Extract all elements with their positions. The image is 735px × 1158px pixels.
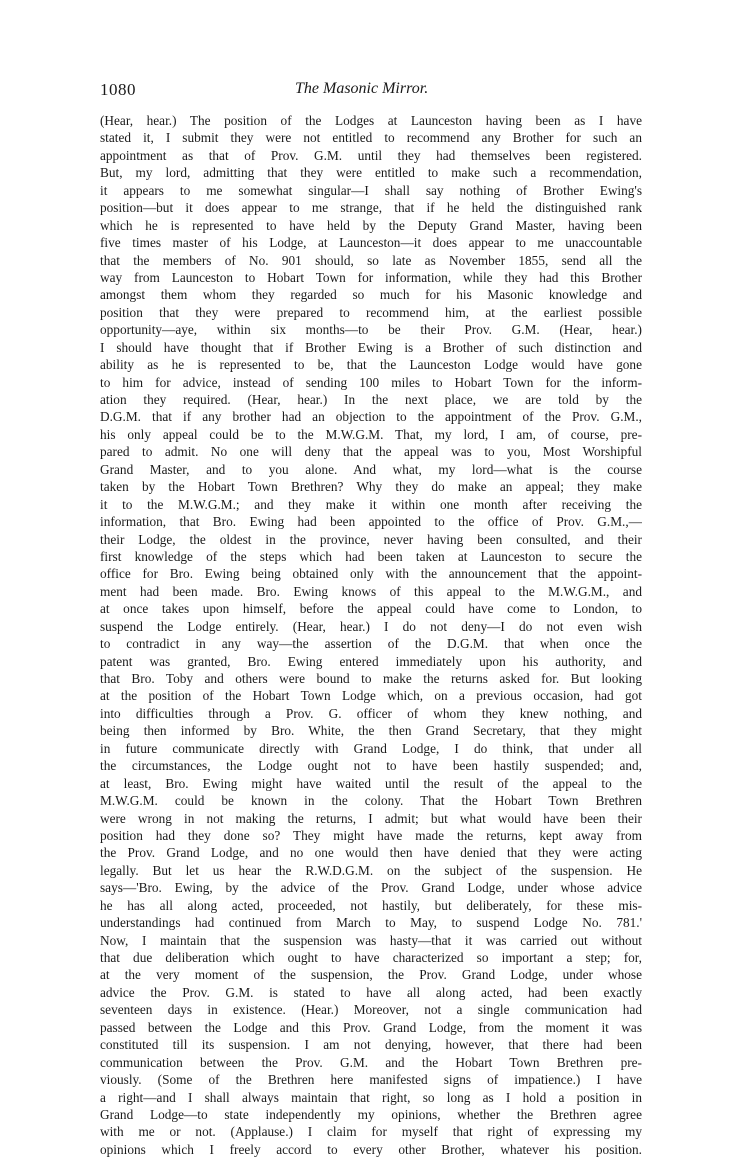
text-line: understandings had continued from March to May, to suspend Lodge No. 781.' <box>100 915 642 931</box>
text-line: in future communicate directly with Grand Lodge, I do think, that under all <box>100 740 642 756</box>
text-line: the circumstances, the Lodge ought not to have been hastily suspended; and, <box>100 758 642 774</box>
text-line: Grand Master, and to you alone. And what, my lord—what is the course <box>100 461 642 477</box>
text-line: legally. But let us hear the R.W.D.G.M. on the subject of the suspension. He <box>100 862 642 878</box>
running-header <box>100 80 642 104</box>
text-line: a right—and I shall always maintain that right, so long as I hold a position in <box>100 1089 642 1105</box>
text-line: constituted till its suspension. I am not denying, however, that there had been <box>100 1037 642 1053</box>
text-line: being then informed by Bro. White, the then Grand Secretary, that they might <box>100 723 642 739</box>
text-line: he has all along acted, proceeded, not hastily, but deliberately, for these mis- <box>100 897 642 913</box>
page-number: 1080 <box>100 80 136 99</box>
body-text <box>100 112 642 1158</box>
text-line: Now, I maintain that the suspension was hasty—that it was carried out without <box>100 932 642 948</box>
text-line: viously. (Some of the Brethren here manifested signs of impatience.) I have <box>100 1072 642 1088</box>
text-line: (Hear, hear.) The position of the Lodges at Launceston having been as I have <box>100 113 642 128</box>
text-line: opportunity—aye, within six months—to be their Prov. G.M. (Hear, hear.) <box>100 322 642 338</box>
text-line: their Lodge, the oldest in the province, never having been consulted, and their <box>100 531 642 547</box>
text-line: with me or not. (Applause.) I claim for myself that right of expressing my <box>100 1124 642 1140</box>
text-line: to him for advice, instead of sending 100 miles to Hobart Town for the inform- <box>100 374 642 390</box>
text-line: that the members of No. 901 should, so late as November 1855, send all the <box>100 252 642 268</box>
text-line: suspend the Lodge entirely. (Hear, hear.) I do not deny—I do not even wish <box>100 618 642 634</box>
text-line: opinions which I freely accord to every other Brother, whatever his position. <box>100 1141 642 1157</box>
text-line: at the very moment of the suspension, the Prov. Grand Lodge, under whose <box>100 967 642 983</box>
text-line: the Prov. Grand Lodge, and no one would then have denied that they were acting <box>100 845 642 861</box>
text-line: seventeen days in existence. (Hear.) Moreover, not a single communication had <box>100 1002 642 1018</box>
text-line: D.G.M. that if any brother had an objection to the appointment of the Prov. G.M., <box>100 409 642 425</box>
text-line: that due deliberation which ought to have characterized so important a step; for, <box>100 950 642 965</box>
text-line: first knowledge of the steps which had been taken at Launceston to secure the <box>100 548 642 564</box>
text-line: his only appeal could be to the M.W.G.M. That, my lord, I am, of course, pre- <box>100 426 642 442</box>
text-line: ability as he is represented to be, that the Launceston Lodge would have gone <box>100 357 642 373</box>
text-line: communication between the Prov. G.M. and the Hobart Town Brethren pre- <box>100 1054 642 1070</box>
text-line: five times master of his Lodge, at Launceston—it does appear to me unaccountable <box>100 235 642 251</box>
text-line: position had they done so? They might have made the returns, kept away from <box>100 827 642 843</box>
running-title: The Masonic Mirror. <box>295 80 429 97</box>
text-line: taken by the Hobart Town Brethren? Why they do make an appeal; they make <box>100 479 642 495</box>
page <box>100 80 642 1158</box>
text-line: it to the M.W.G.M.; and they make it within one month after receiving the <box>100 496 642 512</box>
text-line: ment had been made. Bro. Ewing knows of this appeal to the M.W.G.M., and <box>100 583 642 599</box>
text-line: says—'Bro. Ewing, by the advice of the Prov. Grand Lodge, under whose advice <box>100 880 642 896</box>
text-line: office for Bro. Ewing being obtained only with the announcement that the appoint- <box>100 566 642 582</box>
text-line: which he is represented to have held by the Deputy Grand Master, having been <box>100 217 642 233</box>
text-line: appointment as that of Prov. G.M. until they had themselves been registered. <box>100 147 642 163</box>
text-line: I should have thought that if Brother Ewing is a Brother of such distinction and <box>100 339 642 355</box>
text-line: Grand Lodge—to state independently my opinions, whether the Brethren agree <box>100 1106 642 1122</box>
text-line: at least, Bro. Ewing might have waited until the result of the appeal to the <box>100 775 642 791</box>
text-line: M.W.G.M. could be known in the colony. That the Hobart Town Brethren <box>100 793 642 809</box>
text-line: ation they required. (Hear, hear.) In the next place, we are told by the <box>100 392 642 407</box>
text-line: information, that Bro. Ewing had been appointed to the office of Prov. G.M.,— <box>100 514 642 530</box>
text-line: But, my lord, admitting that they were entitled to make such a recommendation, <box>100 165 642 181</box>
text-line: were wrong in not making the returns, I admit; but what would have been their <box>100 810 642 826</box>
text-line: at the position of the Hobart Town Lodge which, on a previous occasion, had got <box>100 688 642 704</box>
text-line: patent was granted, Bro. Ewing entered immediately upon his authority, and <box>100 653 642 669</box>
text-line: into difficulties through a Prov. G. officer of whom they knew nothing, and <box>100 705 642 721</box>
text-line: pared to admit. No one will deny that the appeal was to you, Most Worshipful <box>100 444 642 460</box>
text-line: position—but it does appear to me strange, that if he held the distinguished rank <box>100 200 642 216</box>
text-line: that Bro. Toby and others were bound to make the returns asked for. But looking <box>100 671 642 686</box>
text-line: position that they were prepared to recommend him, at the earliest possible <box>100 304 642 320</box>
text-line: at once takes upon himself, before the appeal could have come to London, to <box>100 601 642 617</box>
text-line: advice the Prov. G.M. is stated to have all along acted, had been exactly <box>100 984 642 1000</box>
text-line: amongst them whom they regarded so much for his Masonic knowledge and <box>100 287 642 303</box>
text-line: passed between the Lodge and this Prov. Grand Lodge, from the moment it was <box>100 1019 642 1035</box>
text-line: way from Launceston to Hobart Town for information, while they had this Brother <box>100 269 642 285</box>
text-line: it appears to me somewhat singular—I shall say nothing of Brother Ewing's <box>100 182 642 198</box>
text-line: stated it, I submit they were not entitled to recommend any Brother for such an <box>100 130 642 146</box>
text-line: to contradict in any way—the assertion of the D.G.M. that when once the <box>100 636 642 652</box>
